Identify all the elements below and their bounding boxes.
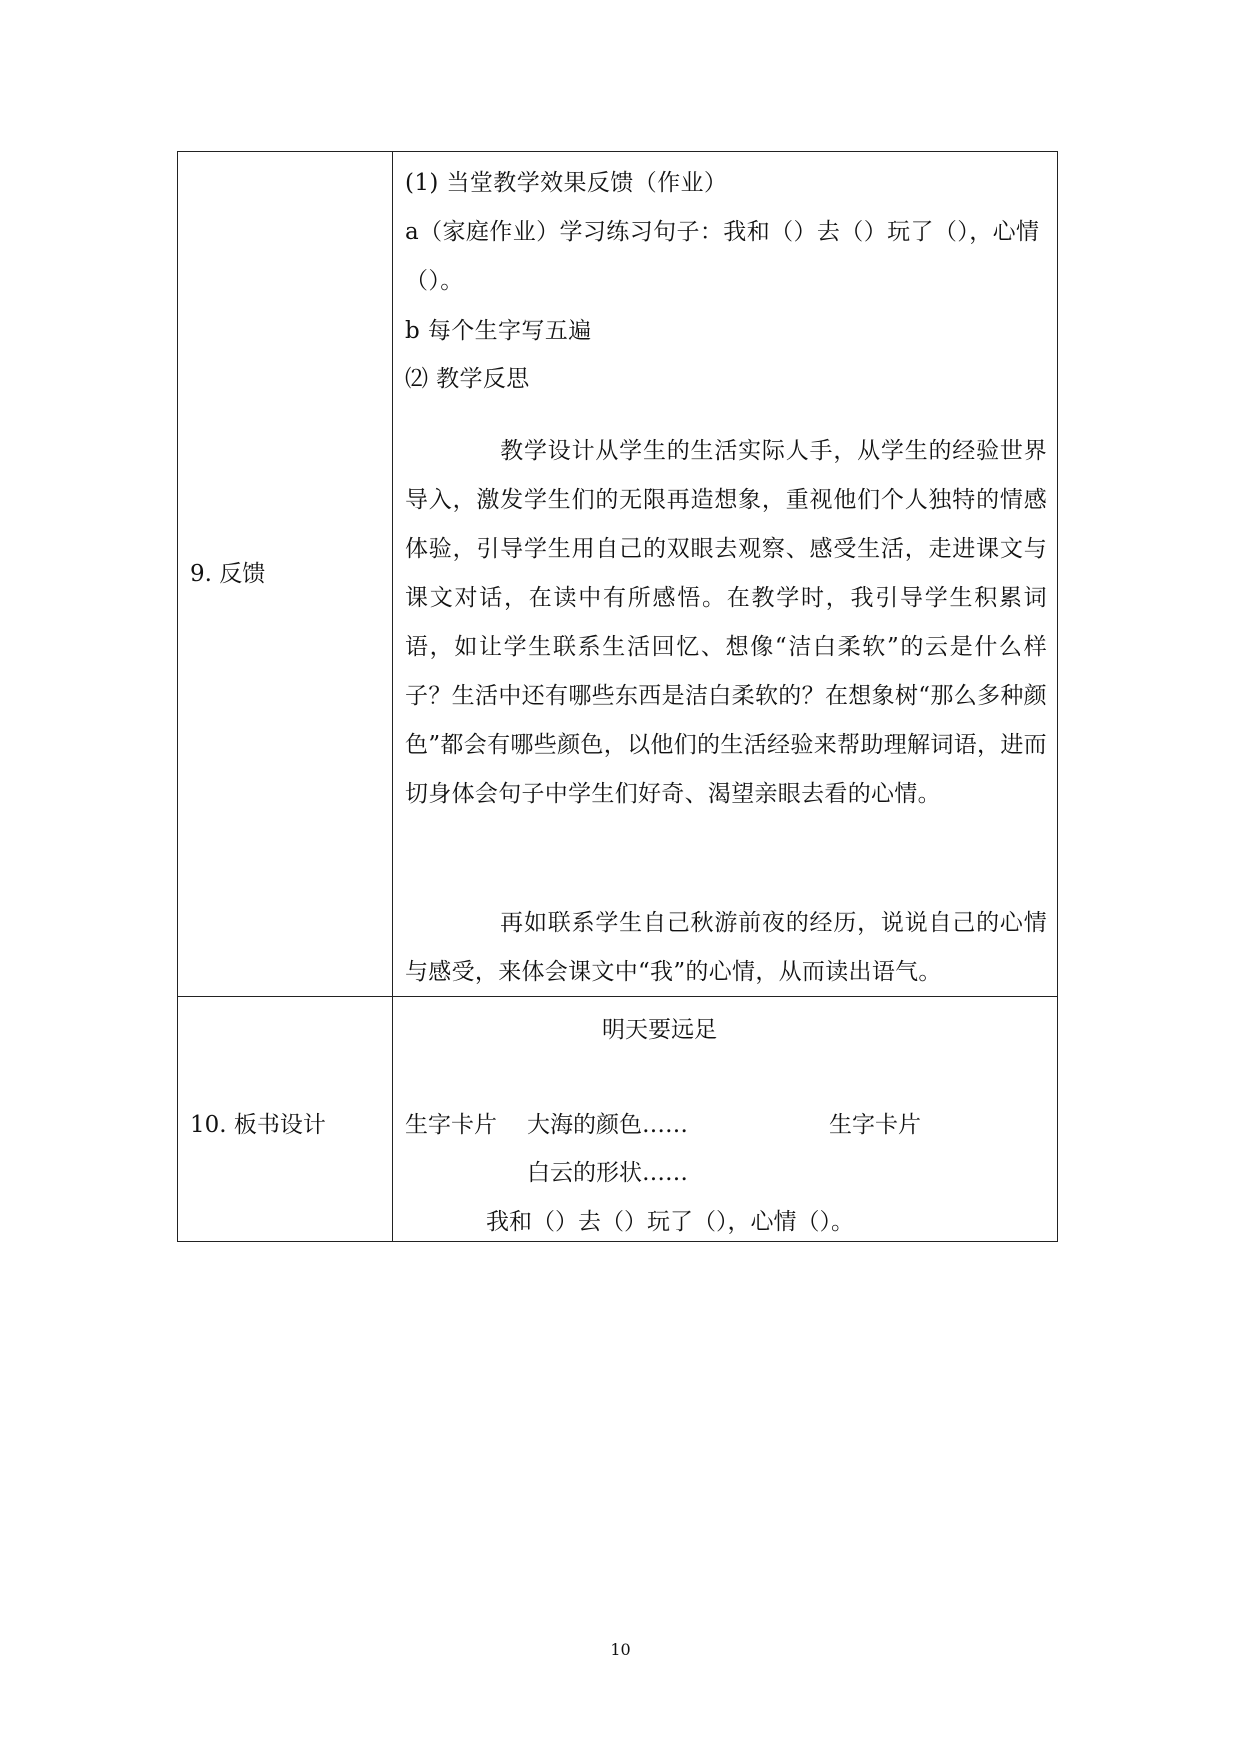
- board-sea-color: 大海的颜色……: [527, 1112, 688, 1138]
- feedback-content-cell: [393, 152, 1057, 996]
- board-content-cell: [393, 997, 1057, 1241]
- lesson-table: [177, 151, 1058, 1242]
- board-card-left: 生字卡片: [405, 1112, 497, 1138]
- feedback-heading-1: (1) 当堂教学效果反馈（作业）: [405, 170, 728, 196]
- row-label-board-design: 10. 板书设计: [190, 1112, 326, 1138]
- board-card-right: 生字卡片: [829, 1112, 921, 1138]
- board-title: 明天要远足: [602, 1017, 717, 1043]
- board-sentence: 我和（）去（）玩了（），心情（）。: [486, 1209, 854, 1235]
- reflection-paragraph-2: 再如联系学生自己秋游前夜的经历，说说自己的心情与感受，来体会课文中“我”的心情，从而读出语气。: [405, 910, 1047, 985]
- feedback-heading-2: ⑵ 教学反思: [405, 366, 530, 392]
- page-number: 10: [610, 1640, 631, 1659]
- homework-a-line-2: （）。: [405, 268, 464, 294]
- homework-a-line-1: a（家庭作业）学习练习句子：我和（）去（）玩了（），心情: [405, 219, 1040, 245]
- row-label-cell: [178, 997, 393, 1241]
- table-row-feedback: [178, 152, 1057, 997]
- homework-b: b 每个生字写五遍: [405, 318, 592, 344]
- reflection-paragraph-1: 教学设计从学生的生活实际人手，从学生的经验世界导入，激发学生们的无限再造想象，重视他们个人独特的情感体验，引导学生用自己的双眼去观察、感受生活，走进课文与课文对话，在读中有所感悟。在教学时，我引导学生积累词语，如让学生联系生活回忆、想像“洁白柔软”的云是什么样子？生活中还有哪些东西是洁白柔软的？在想象树“那么多种颜色”都会有哪些颜色，以他们的生活经验来帮助理解词语，进而切身体会句子中学生们好奇、渴望亲眼去看的心情。: [405, 438, 1047, 807]
- board-cloud-shape: 白云的形状……: [527, 1160, 688, 1186]
- table-row-board-design: [178, 997, 1057, 1241]
- row-label-feedback: 9. 反馈: [190, 561, 266, 587]
- row-label-cell: [178, 152, 393, 996]
